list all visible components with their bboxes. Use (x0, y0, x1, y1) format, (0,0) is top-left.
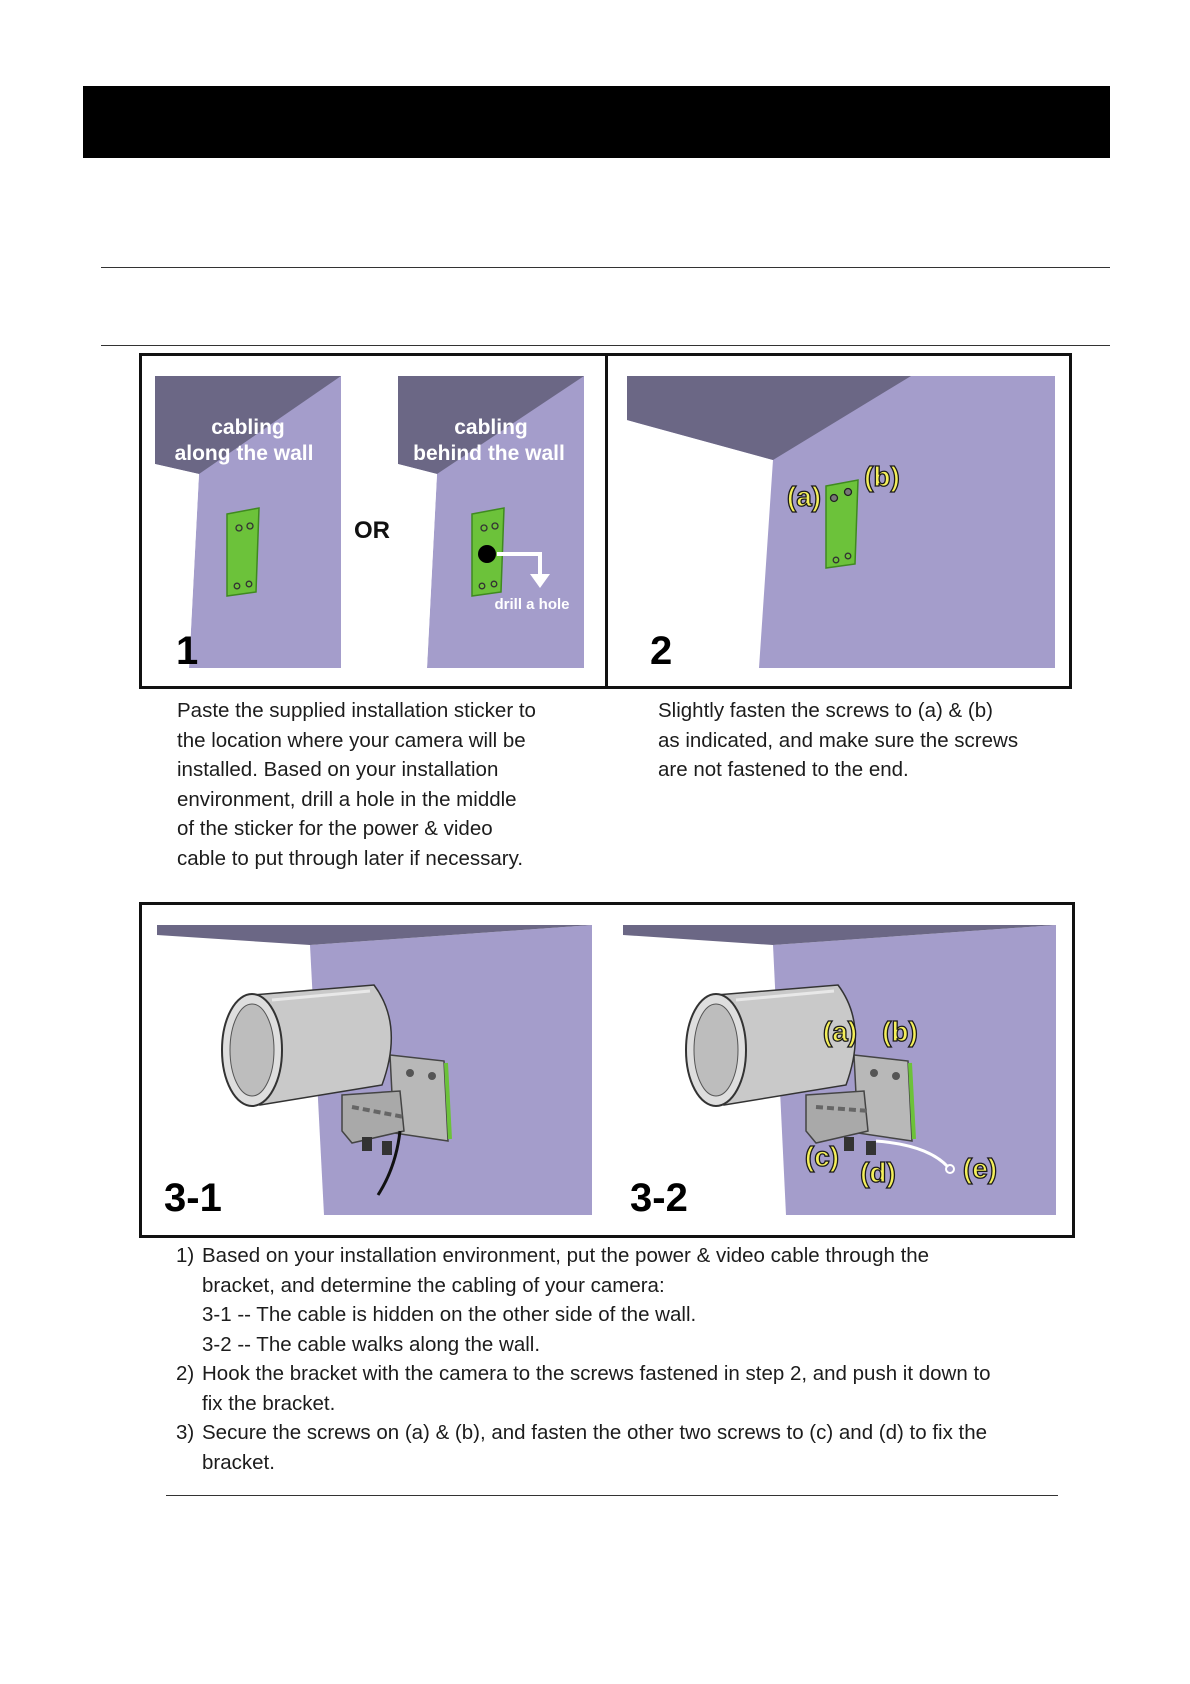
step-2-description: Slightly fasten the screws to (a) & (b) as indicated, and make sure the screws are not fastened to the end. (658, 699, 1019, 781)
scene-cabling-behind-wall (398, 376, 584, 668)
callout-b: (b) (864, 461, 900, 492)
step-1-number: 1 (176, 629, 199, 673)
screw-icon (362, 1137, 372, 1151)
step-3-1-illustration (142, 905, 608, 1235)
drill-label: drill a hole (494, 596, 570, 613)
step-3-1-number: 3-1 (164, 1176, 222, 1220)
step-2-illustration (608, 356, 1069, 686)
scene-a-label-2: along the wall (174, 442, 314, 465)
callout-a: (a) (822, 1016, 858, 1047)
callout-d: (d) (860, 1157, 896, 1188)
screw-icon (866, 1141, 876, 1155)
instruction-item-1: 1) Based on your installation environment, put the power & video cable through the bracket, and determine the cabling of your camera: 3-1 -- The cable is hidden on the other side of the wall. 3-2 -- The cable walks along the wall. (176, 1244, 930, 1356)
callout-c: (c) (804, 1141, 840, 1172)
step-1-illustration (142, 356, 605, 686)
step-2-number: 2 (650, 629, 673, 673)
section-rule-top (101, 267, 1110, 268)
instruction-item-3: 3) Secure the screws on (a) & (b), and fasten the other two screws to (c) and (d) to fix the bracket. (176, 1421, 988, 1474)
callout-e: (e) (962, 1153, 998, 1184)
drill-hole-icon (478, 545, 496, 563)
instruction-item-2: 2) Hook the bracket with the camera to the screws fastened in step 2, and push it down to fix the bracket. (176, 1362, 991, 1415)
screw-icon (845, 489, 852, 496)
or-label: OR (354, 517, 390, 544)
section-rule-bottom (101, 345, 1110, 346)
scene-a-label-1: cabling (211, 416, 285, 439)
scene-b-label-1: cabling (454, 416, 528, 439)
step-3-instructions (176, 1241, 1076, 1477)
step-3-2-illustration (608, 905, 1072, 1235)
callout-b: (b) (882, 1016, 918, 1047)
screw-icon (831, 495, 838, 502)
scene-b-label-2: behind the wall (413, 442, 565, 465)
screw-icon (382, 1141, 392, 1155)
header-bar (83, 86, 1110, 158)
step-1-description: Paste the supplied installation sticker to the location where your camera will be installed. Based on your installation environment, drill a hole in the middle of the sticker for the power & video cable to put through later if necessary. (177, 699, 536, 870)
scene-cabling-along-wall (155, 376, 341, 668)
sticker-icon (826, 480, 858, 568)
screw-icon (844, 1137, 854, 1151)
callout-a: (a) (786, 481, 822, 512)
sticker-icon (227, 508, 259, 596)
footer-rule (166, 1495, 1058, 1496)
step-3-2-number: 3-2 (630, 1176, 688, 1220)
